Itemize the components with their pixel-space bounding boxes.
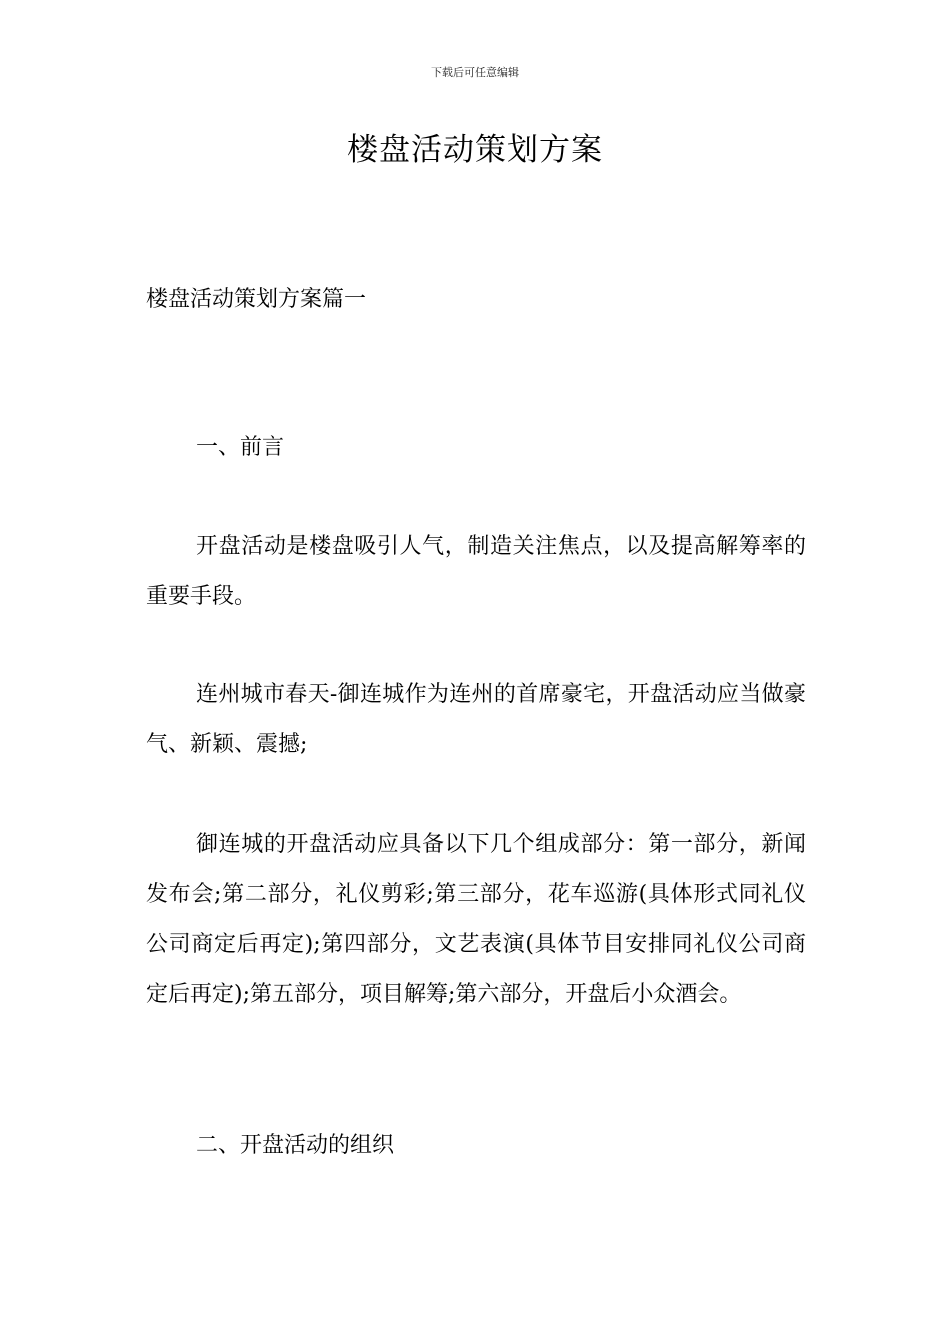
paragraph-1: 开盘活动是楼盘吸引人气，制造关注焦点，以及提高解筹率的重要手段。 — [146, 534, 806, 609]
header-note: 下载后可任意编辑 — [431, 66, 519, 79]
section-heading-preface: 一、前言 — [196, 435, 285, 460]
paragraph-2: 连州城市春天-御连城作为连州的首席豪宅，开盘活动应当做豪气、新颖、震撼; — [146, 682, 806, 757]
section-heading-organization: 二、开盘活动的组织 — [196, 1133, 395, 1158]
paragraph-3: 御连城的开盘活动应具备以下几个组成部分：第一部分，新闻发布会;第二部分，礼仪剪彩;第三部分，花车巡游(具体形式同礼仪公司商定后再定);第四部分，文艺表演(具体节目安排同礼仪公司商定后再定);第五部分，项目解筹;第六部分，开盘后小众酒会。 — [146, 832, 806, 1007]
document-subtitle: 楼盘活动策划方案篇一 — [146, 287, 367, 312]
document-title: 楼盘活动策划方案 — [347, 132, 603, 168]
